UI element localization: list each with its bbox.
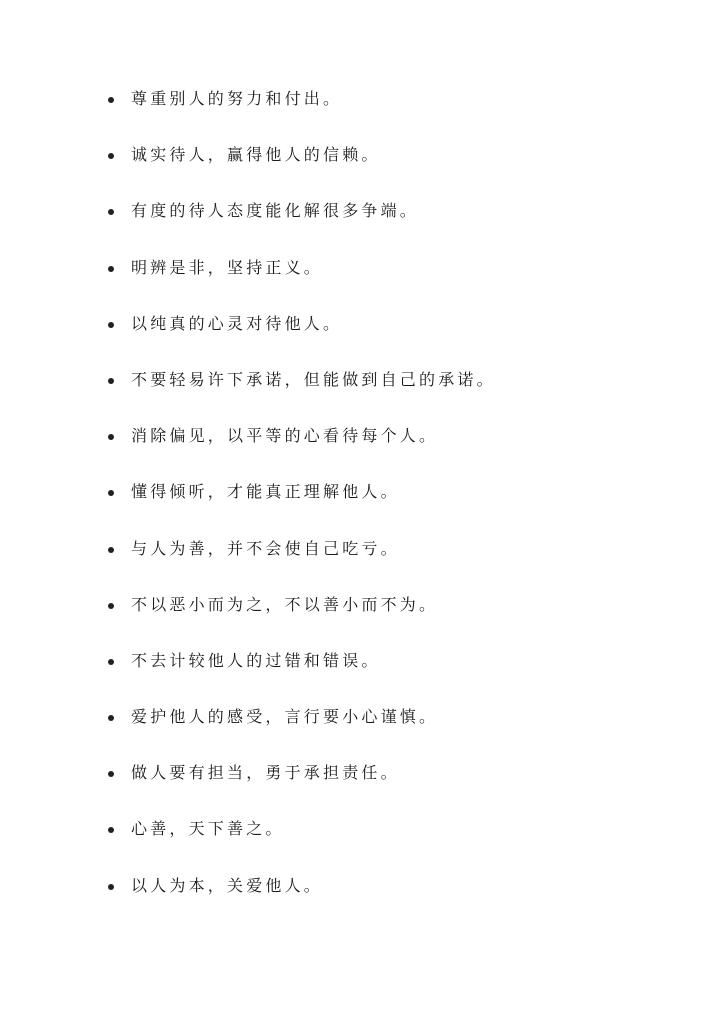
list-item <box>108 309 688 365</box>
list-item <box>108 702 688 758</box>
bullet-icon <box>108 266 114 272</box>
list-item-text: 诚实待人，赢得他人的信赖。 <box>131 145 381 165</box>
list-item-text: 爱护他人的感受，言行要小心谨慎。 <box>131 707 439 727</box>
list-item <box>108 590 688 646</box>
list-item-text: 做人要有担当，勇于承担责任。 <box>131 763 400 783</box>
list-item <box>108 365 688 421</box>
list-item-text: 明辨是非，坚持正义。 <box>131 257 324 277</box>
list-item <box>108 84 688 140</box>
bullet-icon <box>108 378 114 384</box>
list-item <box>108 421 688 477</box>
list-item-text: 不去计较他人的过错和错误。 <box>131 650 381 670</box>
list-item-text: 不要轻易许下承诺，但能做到自己的承诺。 <box>131 369 496 389</box>
list-item-text: 尊重别人的努力和付出。 <box>131 89 343 108</box>
list-item-text: 以纯真的心灵对待他人。 <box>131 313 343 333</box>
bullet-icon <box>108 715 114 721</box>
list-item <box>108 814 688 870</box>
bullet-icon <box>108 603 114 609</box>
bullet-icon <box>108 322 114 328</box>
bullet-icon <box>108 547 114 553</box>
list-item-text: 不以恶小而为之，不以善小而不为。 <box>131 594 439 614</box>
list-item <box>108 758 688 814</box>
list-item <box>108 646 688 702</box>
list-item <box>108 253 688 309</box>
list-item-text: 懂得倾听，才能真正理解他人。 <box>131 482 400 502</box>
list-item <box>108 534 688 590</box>
list-item-text: 与人为善，并不会使自己吃亏。 <box>131 538 400 558</box>
list-item <box>108 477 688 533</box>
bullet-icon <box>108 153 114 159</box>
list-item-text: 消除偏见，以平等的心看待每个人。 <box>131 426 439 446</box>
bullet-icon <box>108 97 114 103</box>
bullet-icon <box>108 827 114 833</box>
bullet-icon <box>108 771 114 777</box>
list-item <box>108 140 688 196</box>
bullet-list <box>108 84 688 927</box>
list-item <box>108 196 688 252</box>
list-item-text: 有度的待人态度能化解很多争端。 <box>131 201 420 221</box>
bullet-icon <box>108 884 114 890</box>
bullet-icon <box>108 659 114 665</box>
bullet-icon <box>108 434 114 440</box>
list-item-text: 心善，天下善之。 <box>131 819 285 839</box>
bullet-icon <box>108 209 114 215</box>
bullet-icon <box>108 490 114 496</box>
list-item-text: 以人为本，关爱他人。 <box>131 875 324 895</box>
list-item <box>108 871 688 927</box>
